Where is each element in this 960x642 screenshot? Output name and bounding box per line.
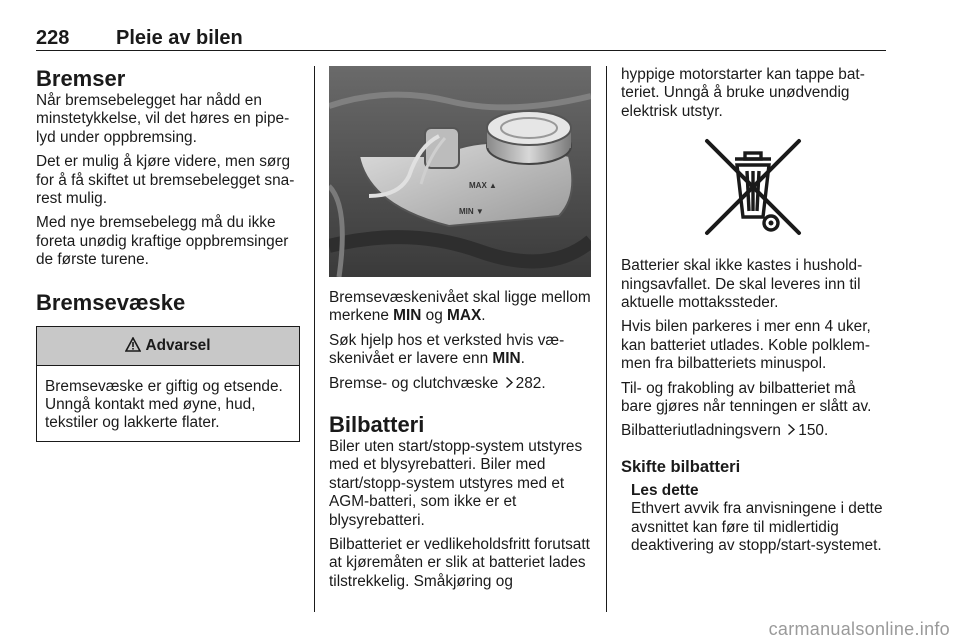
battery-protection-page[interactable]: 150.	[798, 422, 829, 440]
crossed-out-bin-icon	[621, 131, 889, 245]
page-reference-arrow-icon	[505, 376, 514, 394]
and-text: og	[421, 307, 448, 325]
min-mark-2: MIN	[492, 350, 521, 368]
column-divider-right	[606, 66, 607, 612]
note-title: Les dette	[631, 481, 699, 499]
brakes-paragraph-3: Med nye bremsebelegg må du ikke foreta unødig kraftige oppbremsinger de første turene.	[36, 214, 289, 269]
max-label: MAX ▲	[469, 181, 497, 190]
page-number: 228	[36, 27, 70, 49]
page-header	[36, 26, 886, 51]
brake-clutch-fluid-text: Bremse- og clutchvæske	[329, 374, 499, 392]
section-heading-brake-fluid: Bremsevæske	[36, 289, 186, 315]
min-mark: MIN	[393, 307, 422, 325]
brakes-paragraph-2: Det er mulig å kjøre videre, men sørg for å få skiftet ut bremsebelegget snarest mulig.	[36, 153, 295, 208]
fluid-level-paragraph	[329, 289, 593, 326]
warning-title: Advarsel	[145, 336, 211, 354]
brakes-paragraph-1: Når bremsebelegget har nådd en minstetykkelse, vil det høres en pipelyd under oppbremsing.	[36, 92, 290, 146]
watermark: carmanualsonline.info	[768, 619, 950, 639]
note-block	[621, 482, 889, 556]
battery-protection-ref	[621, 422, 889, 441]
section-heading-brakes: Bremser	[36, 66, 126, 91]
warning-triangle-icon	[125, 329, 141, 367]
column-1	[36, 66, 300, 442]
column-2	[329, 66, 593, 597]
brake-clutch-fluid-page[interactable]: 282.	[515, 374, 546, 392]
warning-box	[36, 326, 300, 442]
period: .	[481, 307, 486, 325]
workshop-paragraph	[329, 332, 593, 369]
battery-paragraph-2: Bilbatteriet er vedlikeholdsfritt forutsatt at kjøremåten er slik at batteriet lades tilstrekkelig. Småkjøring og	[329, 536, 590, 590]
brake-fluid-reservoir-photo	[329, 66, 591, 277]
column-3	[621, 66, 889, 562]
section-heading-battery: Bilbatteri	[329, 412, 425, 438]
column-divider-left	[314, 66, 315, 612]
warning-header	[37, 327, 299, 366]
battery-paragraph-1: Biler uten start/stopp-system utstyres med et blysyrebatteri. Biler med start/stopp-system utstyres med et AGM-batteri, som ikke er et blysyrebatteri.	[329, 438, 583, 529]
battery-protection-text: Bilbatteriutladningsvern	[621, 422, 781, 440]
note-text: Ethvert avvik fra anvisningene i dette avsnittet kan føre til midlertidig deaktivering av stopp/start-systemet.	[631, 500, 883, 555]
battery-disposal-paragraph: Batterier skal ikke kastes i husholdningsavfallet. De skal leveres inn til aktuelle mottakssteder.	[621, 257, 863, 312]
max-mark: MAX	[447, 307, 482, 325]
page-title: Pleie av bilen	[116, 27, 243, 49]
warning-body	[37, 366, 299, 441]
period-2: .	[520, 350, 525, 368]
workshop-text: Søk hjelp hos et verksted hvis væskenivået er lavere enn	[329, 331, 565, 368]
warning-text: Bremsevæske er giftig og etsende. Unngå kontakt med øyne, hud, tekstiler og lakkerte flater.	[45, 377, 283, 432]
min-label: MIN ▼	[459, 207, 484, 216]
battery-paragraph-3: hyppige motorstarter kan tappe batteriet. Unngå å bruke unødvendig elektrisk utstyr.	[621, 66, 865, 120]
brake-clutch-fluid-ref	[329, 375, 593, 394]
page-reference-arrow-icon-2	[787, 423, 796, 441]
battery-parking-paragraph: Hvis bilen parkeres i mer enn 4 uker, kan batteriet utlades. Koble polklemmen fra bilbatteriets minuspol.	[621, 318, 871, 373]
fluid-level-text: Bremsevæskenivået skal ligge mellom merkene	[329, 289, 591, 325]
battery-connect-paragraph: Til- og frakobling av bilbatteriet må bare gjøres når tenningen er slått av.	[621, 379, 872, 416]
section-heading-replace-battery: Skifte bilbatteri	[621, 457, 741, 476]
